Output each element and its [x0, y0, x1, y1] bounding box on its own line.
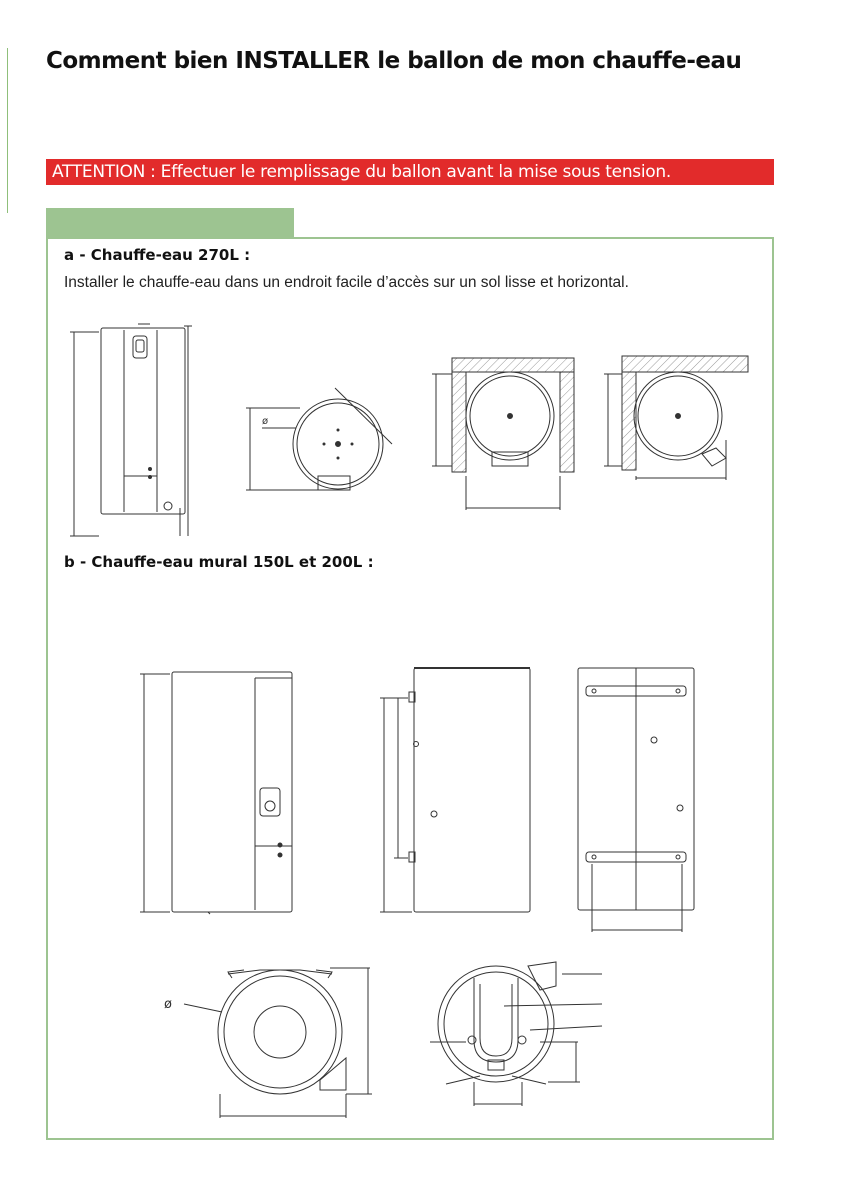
section-a-description: Installer le chauffe-eau dans un endroit facile d’accès sur un sol lisse et horizontal. [64, 274, 629, 291]
section-a-title: a - Chauffe-eau 270L : [64, 246, 251, 264]
figure-270l-top-view [246, 388, 392, 490]
page-title: Comment bien INSTALLER le ballon de mon chauffe-eau [46, 48, 742, 74]
figure-mural-top-view [184, 968, 372, 1118]
figure-270l-front-view [70, 324, 192, 536]
section-b-title: b - Chauffe-eau mural 150L et 200L : [64, 553, 374, 571]
figure-mural-back-view [578, 668, 694, 932]
diameter-symbol-a: ø [262, 416, 269, 427]
figure-270l-wall-view [604, 356, 748, 480]
figure-mural-front-view [140, 672, 292, 914]
attention-banner: ATTENTION : Effectuer le remplissage du ballon avant la mise sous tension. [46, 159, 774, 185]
diameter-symbol-b: ø [164, 997, 172, 1012]
figure-270l-corner-view [432, 358, 574, 510]
figure-mural-bottom-view [430, 962, 602, 1106]
figure-mural-side-view [380, 668, 530, 912]
